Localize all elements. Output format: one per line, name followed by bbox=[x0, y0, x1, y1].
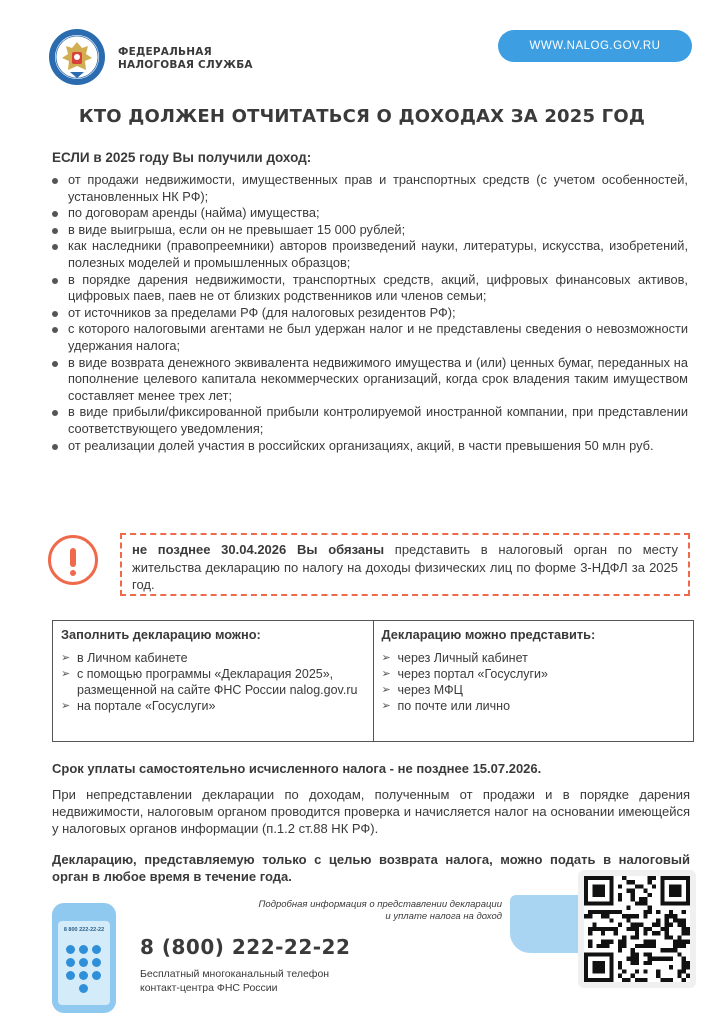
list-item: от продажи недвижимости, имущественных прав и транспортных средств (с учетом особенностей, установленных НК РФ); bbox=[52, 172, 688, 205]
hotline-number[interactable]: 8 (800) 222-22-22 bbox=[140, 935, 351, 959]
qr-code-icon[interactable] bbox=[584, 876, 690, 982]
list-item: ➢ через портал «Госуслуги» bbox=[382, 666, 686, 682]
list-item: в виде выигрыша, если он не превышает 15 000 рублей; bbox=[52, 222, 688, 239]
org-name-line1: ФЕДЕРАЛЬНАЯ bbox=[118, 46, 212, 58]
conditions-heading: ЕСЛИ в 2025 году Вы получили доход: bbox=[52, 150, 312, 165]
list-item: от реализации долей участия в российских организациях, акций, в части превышения 50 млн руб. bbox=[52, 438, 688, 455]
hand-illustration bbox=[510, 895, 580, 953]
payment-deadline: Срок уплаты самостоятельно исчисленного налога - не позднее 15.07.2026. bbox=[52, 761, 542, 776]
list-item: ➢ на портале «Госуслуги» bbox=[61, 698, 365, 714]
warning-icon bbox=[48, 535, 98, 585]
fill-ways-title: Заполнить декларацию можно: bbox=[61, 627, 261, 642]
phone-icon bbox=[52, 903, 116, 1013]
hotline-desc-line2: контакт-центра ФНС России bbox=[140, 981, 278, 994]
list-item: ➢ в Личном кабинете bbox=[61, 650, 365, 666]
list-item: в порядке дарения недвижимости, транспортных средств, акций, цифровых финансовых активов, цифровых паев, паев не от близких родственников или членов семьи; bbox=[52, 272, 688, 305]
website-button[interactable]: WWW.NALOG.GOV.RU bbox=[498, 30, 692, 62]
hotline-description bbox=[140, 968, 329, 995]
conditions-list bbox=[52, 172, 688, 454]
list-item: ➢ через Личный кабинет bbox=[382, 650, 686, 666]
org-name-line2: НАЛОГОВАЯ СЛУЖБА bbox=[118, 59, 253, 71]
info-note-line2: и уплате налога на доход bbox=[385, 911, 502, 922]
phone-small-number: 8 800 222-22-22 bbox=[63, 927, 105, 933]
list-item: ➢ через МФЦ bbox=[382, 682, 686, 698]
list-item: ➢ с помощью программы «Декларация 2025», размещенной на сайте ФНС России nalog.gov.ru bbox=[61, 666, 365, 698]
list-item: как наследники (правопреемники) авторов произведений науки, литературы, искусства, изобретений, полезных моделей и промышленных образцов; bbox=[52, 238, 688, 271]
submit-ways-title: Декларацию можно представить: bbox=[381, 627, 596, 642]
list-item: по договорам аренды (найма) имущества; bbox=[52, 205, 688, 222]
page-title: КТО ДОЛЖЕН ОТЧИТАТЬСЯ О ДОХОДАХ ЗА 2025 ГОД bbox=[78, 106, 646, 127]
org-name bbox=[118, 46, 253, 72]
notice-text: представить в налоговый орган по месту жительства декларацию по налогу на доходы физических лиц по форме 3-НДФЛ за 2025 год. bbox=[132, 542, 678, 592]
fill-ways-column bbox=[53, 621, 373, 741]
declaration-ways-table bbox=[52, 620, 694, 742]
info-note bbox=[259, 899, 502, 923]
hotline-desc-line1: Бесплатный многоканальный телефон bbox=[140, 968, 330, 980]
list-item: в виде возврата денежного эквивалента недвижимого имущества и (или) ценных бумаг, переданных на пополнение целевого капитала некоммерческих организаций, когда срок владения таким имуществом составляет менее трех лет; bbox=[52, 355, 688, 405]
notice-bold: не позднее 30.04.2026 Вы обязаны bbox=[132, 542, 385, 557]
list-item: в виде прибыли/фиксированной прибыли контролируемой иностранной компании, при представлении соответствующего уведомления; bbox=[52, 404, 688, 437]
submit-ways-column bbox=[373, 621, 694, 741]
info-note-line1: Подробная информация о представлении декларации bbox=[258, 899, 502, 910]
list-item: ➢ по почте или лично bbox=[382, 698, 686, 714]
fns-emblem-icon bbox=[48, 28, 106, 86]
deadline-notice bbox=[120, 533, 690, 596]
non-declaration-text: При непредставлении декларации по доходам, полученным от продажи и в порядке дарения недвижимости, налоговым органом проводится проверка и начисляется налог на основании имеющейся у налоговых органов информации (п.1.2 ст.88 НК РФ). bbox=[52, 787, 690, 836]
refund-note: Декларацию, представляемую только с целью возврата налога, можно подать в налоговый орган в любое время в течение года. bbox=[52, 852, 690, 884]
list-item: с которого налоговыми агентами не был удержан налог и не представлены сведения о невозможности удержания налога; bbox=[52, 321, 688, 354]
list-item: от источников за пределами РФ (для налоговых резидентов РФ); bbox=[52, 305, 688, 322]
